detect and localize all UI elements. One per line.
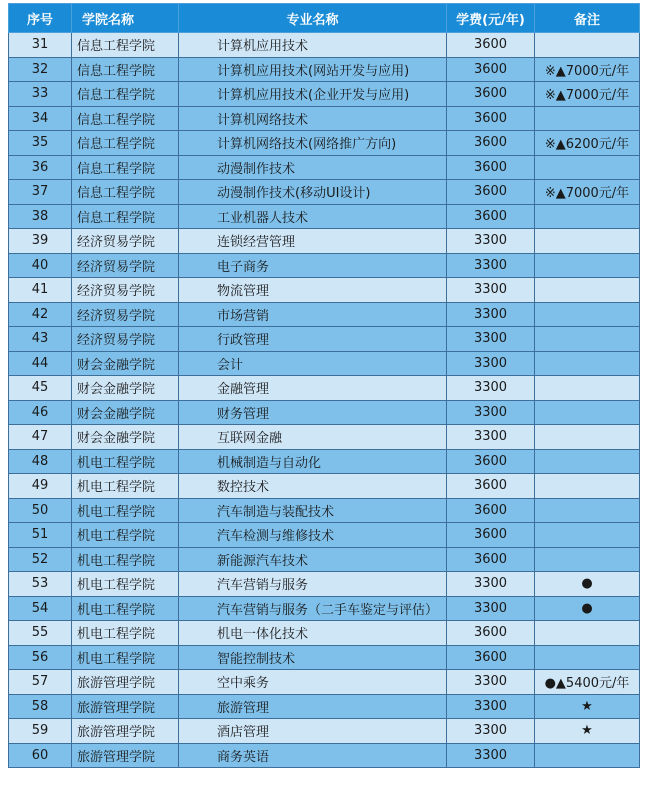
cell-tuition: 3300: [447, 400, 535, 425]
cell-serial-no: 41: [9, 278, 72, 303]
cell-college-name: 财会金融学院: [72, 351, 179, 376]
table-row: [9, 670, 640, 695]
cell-major-name: 行政管理: [179, 327, 447, 352]
table-row: [9, 425, 640, 450]
table-row: [9, 131, 640, 156]
cell-remarks: [535, 278, 640, 303]
cell-tuition: 3600: [447, 204, 535, 229]
cell-serial-no: 40: [9, 253, 72, 278]
table-row: [9, 523, 640, 548]
table-header-row: [9, 4, 640, 33]
cell-major-name: 空中乘务: [179, 670, 447, 695]
cell-major-name: 智能控制技术: [179, 645, 447, 670]
cell-college-name: 机电工程学院: [72, 523, 179, 548]
cell-college-name: 机电工程学院: [72, 572, 179, 597]
cell-remarks: [535, 204, 640, 229]
cell-major-name: 商务英语: [179, 743, 447, 768]
cell-major-name: 数控技术: [179, 474, 447, 499]
cell-major-name: 酒店管理: [179, 719, 447, 744]
cell-tuition: 3600: [447, 645, 535, 670]
table-row: [9, 572, 640, 597]
cell-college-name: 财会金融学院: [72, 376, 179, 401]
cell-major-name: 汽车检测与维修技术: [179, 523, 447, 548]
header-serial-no: 序号: [9, 4, 72, 33]
table-row: [9, 253, 640, 278]
cell-serial-no: 31: [9, 33, 72, 58]
cell-remarks: [535, 327, 640, 352]
table-row: [9, 743, 640, 768]
cell-college-name: 机电工程学院: [72, 449, 179, 474]
cell-college-name: 机电工程学院: [72, 547, 179, 572]
cell-college-name: 经济贸易学院: [72, 253, 179, 278]
cell-major-name: 动漫制作技术: [179, 155, 447, 180]
cell-major-name: 汽车制造与装配技术: [179, 498, 447, 523]
cell-serial-no: 60: [9, 743, 72, 768]
cell-tuition: 3300: [447, 327, 535, 352]
table-body: [9, 33, 640, 768]
cell-remarks: [535, 547, 640, 572]
cell-serial-no: 46: [9, 400, 72, 425]
table-row: [9, 498, 640, 523]
cell-major-name: 计算机应用技术(企业开发与应用): [179, 82, 447, 107]
cell-college-name: 财会金融学院: [72, 425, 179, 450]
cell-remarks: [535, 253, 640, 278]
cell-remarks: [535, 498, 640, 523]
cell-serial-no: 39: [9, 229, 72, 254]
cell-college-name: 信息工程学院: [72, 82, 179, 107]
table-row: [9, 229, 640, 254]
cell-serial-no: 45: [9, 376, 72, 401]
cell-remarks: [535, 523, 640, 548]
cell-college-name: 旅游管理学院: [72, 670, 179, 695]
cell-serial-no: 36: [9, 155, 72, 180]
cell-tuition: 3300: [447, 572, 535, 597]
table-row: [9, 302, 640, 327]
cell-college-name: 旅游管理学院: [72, 719, 179, 744]
cell-remarks: [535, 302, 640, 327]
cell-remarks: ●: [535, 572, 640, 597]
cell-serial-no: 34: [9, 106, 72, 131]
cell-college-name: 机电工程学院: [72, 645, 179, 670]
cell-serial-no: 37: [9, 180, 72, 205]
cell-remarks: ※▲7000元/年: [535, 57, 640, 82]
cell-remarks: ●▲5400元/年: [535, 670, 640, 695]
cell-college-name: 经济贸易学院: [72, 327, 179, 352]
cell-college-name: 经济贸易学院: [72, 229, 179, 254]
cell-serial-no: 58: [9, 694, 72, 719]
cell-serial-no: 47: [9, 425, 72, 450]
cell-tuition: 3300: [447, 694, 535, 719]
cell-tuition: 3300: [447, 229, 535, 254]
cell-serial-no: 54: [9, 596, 72, 621]
table-row: [9, 327, 640, 352]
table-row: [9, 547, 640, 572]
cell-remarks: ★: [535, 694, 640, 719]
tuition-table: [8, 3, 640, 768]
cell-college-name: 机电工程学院: [72, 621, 179, 646]
cell-major-name: 工业机器人技术: [179, 204, 447, 229]
cell-major-name: 会计: [179, 351, 447, 376]
table-row: [9, 376, 640, 401]
header-major-name: 专业名称: [179, 4, 447, 33]
cell-tuition: 3600: [447, 82, 535, 107]
cell-tuition: 3300: [447, 670, 535, 695]
cell-tuition: 3600: [447, 131, 535, 156]
table-row: [9, 33, 640, 58]
table-row: [9, 719, 640, 744]
cell-remarks: ※▲6200元/年: [535, 131, 640, 156]
cell-tuition: 3300: [447, 425, 535, 450]
cell-major-name: 财务管理: [179, 400, 447, 425]
cell-tuition: 3300: [447, 376, 535, 401]
cell-tuition: 3600: [447, 106, 535, 131]
cell-major-name: 计算机应用技术(网站开发与应用): [179, 57, 447, 82]
cell-tuition: 3600: [447, 155, 535, 180]
cell-major-name: 计算机网络技术: [179, 106, 447, 131]
table-row: [9, 82, 640, 107]
table-row: [9, 204, 640, 229]
cell-tuition: 3600: [447, 33, 535, 58]
cell-serial-no: 55: [9, 621, 72, 646]
cell-remarks: [535, 400, 640, 425]
cell-serial-no: 51: [9, 523, 72, 548]
cell-major-name: 互联网金融: [179, 425, 447, 450]
cell-major-name: 电子商务: [179, 253, 447, 278]
cell-major-name: 动漫制作技术(移动UI设计): [179, 180, 447, 205]
cell-serial-no: 43: [9, 327, 72, 352]
table-row: [9, 474, 640, 499]
table-row: [9, 449, 640, 474]
cell-college-name: 信息工程学院: [72, 33, 179, 58]
tuition-table-container: [8, 3, 639, 768]
cell-remarks: ●: [535, 596, 640, 621]
cell-tuition: 3300: [447, 351, 535, 376]
cell-college-name: 信息工程学院: [72, 204, 179, 229]
cell-serial-no: 32: [9, 57, 72, 82]
cell-college-name: 信息工程学院: [72, 106, 179, 131]
cell-serial-no: 50: [9, 498, 72, 523]
cell-major-name: 连锁经营管理: [179, 229, 447, 254]
cell-tuition: 3600: [447, 547, 535, 572]
cell-serial-no: 38: [9, 204, 72, 229]
cell-serial-no: 56: [9, 645, 72, 670]
cell-major-name: 物流管理: [179, 278, 447, 303]
cell-serial-no: 59: [9, 719, 72, 744]
cell-major-name: 旅游管理: [179, 694, 447, 719]
cell-tuition: 3300: [447, 596, 535, 621]
cell-serial-no: 48: [9, 449, 72, 474]
table-row: [9, 351, 640, 376]
header-college-name: 学院名称: [72, 4, 179, 33]
table-row: [9, 596, 640, 621]
cell-tuition: 3600: [447, 621, 535, 646]
cell-college-name: 信息工程学院: [72, 131, 179, 156]
table-row: [9, 180, 640, 205]
cell-major-name: 汽车营销与服务: [179, 572, 447, 597]
cell-major-name: 机电一体化技术: [179, 621, 447, 646]
cell-major-name: 机械制造与自动化: [179, 449, 447, 474]
cell-college-name: 机电工程学院: [72, 474, 179, 499]
cell-remarks: [535, 106, 640, 131]
cell-remarks: [535, 376, 640, 401]
cell-remarks: [535, 425, 640, 450]
cell-remarks: ※▲7000元/年: [535, 180, 640, 205]
table-row: [9, 106, 640, 131]
cell-major-name: 计算机应用技术: [179, 33, 447, 58]
cell-college-name: 经济贸易学院: [72, 278, 179, 303]
cell-remarks: [535, 155, 640, 180]
cell-serial-no: 49: [9, 474, 72, 499]
cell-remarks: [535, 474, 640, 499]
table-row: [9, 57, 640, 82]
header-tuition: 学费(元/年): [447, 4, 535, 33]
cell-college-name: 信息工程学院: [72, 180, 179, 205]
cell-major-name: 汽车营销与服务（二手车鉴定与评估）: [179, 596, 447, 621]
cell-serial-no: 35: [9, 131, 72, 156]
cell-major-name: 市场营销: [179, 302, 447, 327]
cell-remarks: ★: [535, 719, 640, 744]
cell-college-name: 旅游管理学院: [72, 694, 179, 719]
cell-serial-no: 33: [9, 82, 72, 107]
cell-college-name: 旅游管理学院: [72, 743, 179, 768]
cell-major-name: 计算机网络技术(网络推广方向): [179, 131, 447, 156]
cell-remarks: [535, 743, 640, 768]
cell-major-name: 金融管理: [179, 376, 447, 401]
cell-remarks: [535, 229, 640, 254]
cell-college-name: 信息工程学院: [72, 155, 179, 180]
cell-tuition: 3600: [447, 57, 535, 82]
cell-serial-no: 44: [9, 351, 72, 376]
cell-serial-no: 52: [9, 547, 72, 572]
cell-serial-no: 53: [9, 572, 72, 597]
cell-serial-no: 57: [9, 670, 72, 695]
cell-tuition: 3600: [447, 180, 535, 205]
table-row: [9, 621, 640, 646]
table-row: [9, 694, 640, 719]
cell-tuition: 3600: [447, 523, 535, 548]
header-remarks: 备注: [535, 4, 640, 33]
table-row: [9, 155, 640, 180]
table-row: [9, 278, 640, 303]
cell-remarks: [535, 449, 640, 474]
cell-tuition: 3300: [447, 253, 535, 278]
cell-remarks: [535, 351, 640, 376]
cell-remarks: ※▲7000元/年: [535, 82, 640, 107]
cell-college-name: 财会金融学院: [72, 400, 179, 425]
cell-college-name: 机电工程学院: [72, 498, 179, 523]
cell-tuition: 3600: [447, 498, 535, 523]
cell-tuition: 3300: [447, 278, 535, 303]
cell-tuition: 3600: [447, 474, 535, 499]
cell-college-name: 经济贸易学院: [72, 302, 179, 327]
cell-remarks: [535, 645, 640, 670]
cell-tuition: 3300: [447, 719, 535, 744]
cell-major-name: 新能源汽车技术: [179, 547, 447, 572]
table-row: [9, 400, 640, 425]
table-row: [9, 645, 640, 670]
cell-remarks: [535, 33, 640, 58]
cell-serial-no: 42: [9, 302, 72, 327]
cell-college-name: 信息工程学院: [72, 57, 179, 82]
cell-remarks: [535, 621, 640, 646]
cell-tuition: 3300: [447, 743, 535, 768]
cell-tuition: 3300: [447, 302, 535, 327]
cell-college-name: 机电工程学院: [72, 596, 179, 621]
cell-tuition: 3600: [447, 449, 535, 474]
